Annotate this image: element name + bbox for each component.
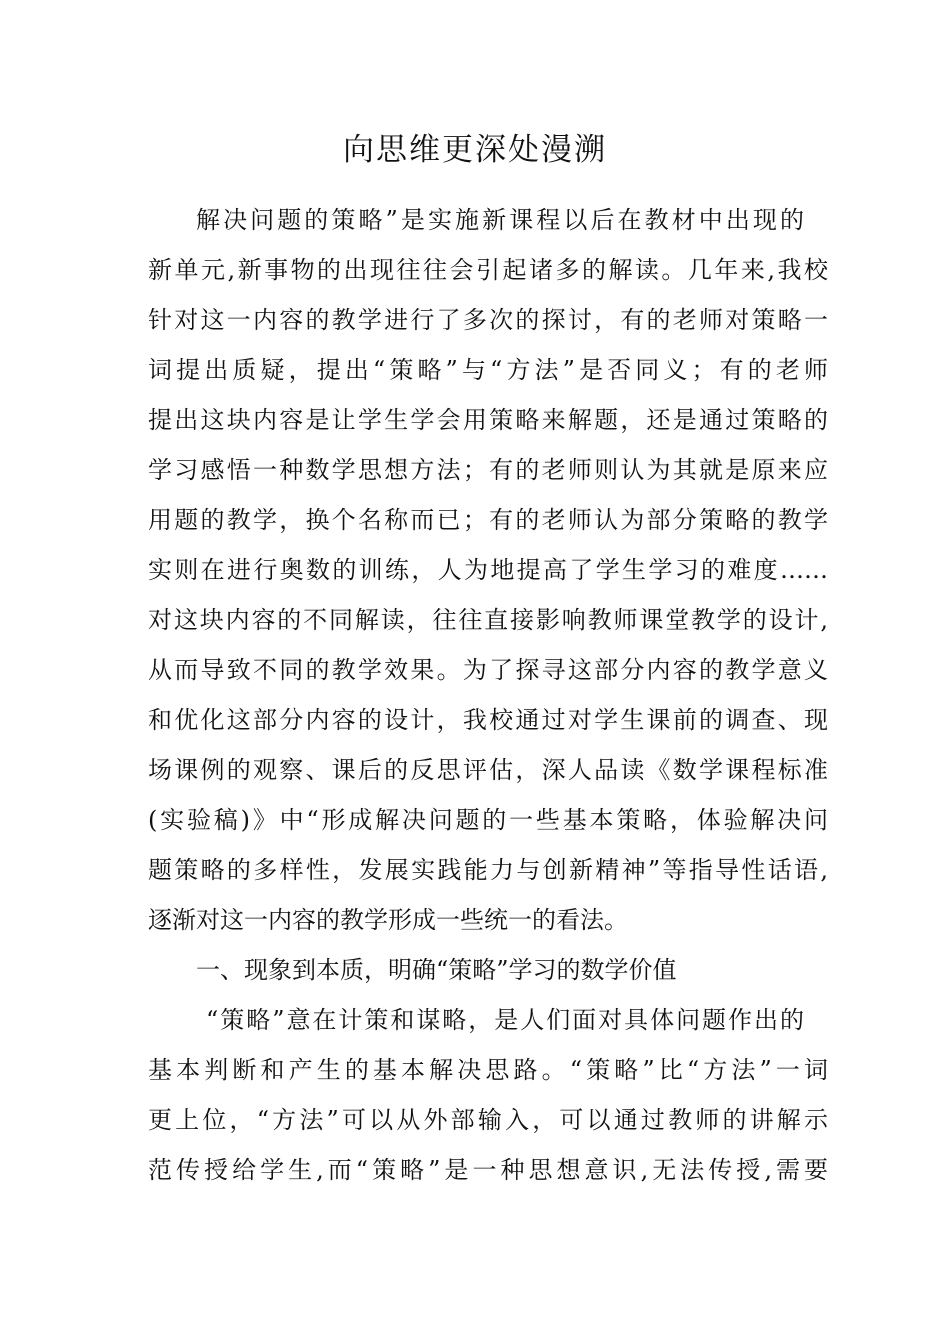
paragraph-line: “策略”意在计策和谋略，是人们面对具体问题作出的 [206,1006,804,1034]
paragraph-line: 范传授给学生,而“策略”是一种思想意识,无法传授,需要 [148,1156,828,1184]
paragraph-line: 用题的教学，换个名称而已；有的老师认为部分策略的教学 [148,506,828,534]
section-heading: 一、现象到本质，明确“策略”学习的数学价值 [196,956,677,984]
paragraph-line: 逐渐对这一内容的教学形成一些统一的看法。 [148,906,628,934]
paragraph-line: 实则在进行奥数的训练，人为地提高了学生学习的难度…… [148,556,828,584]
paragraph-line: 提出这块内容是让学生学会用策略来解题，还是通过策略的 [148,406,828,434]
paragraph-line: 解决问题的策略”是实施新课程以后在教材中出现的 [196,206,804,234]
paragraph-line: 针对这一内容的教学进行了多次的探讨，有的老师对策略一 [148,306,828,334]
paragraph-line: 词提出质疑，提出“策略”与“方法”是否同义；有的老师 [148,356,828,384]
paragraph-line: 场课例的观察、课后的反思评估，深人品读《数学课程标准 [148,756,828,784]
paragraph-line: 学习感悟一种数学思想方法；有的老师则认为其就是原来应 [148,456,828,484]
paragraph-line: 更上位，“方法”可以从外部输入，可以通过教师的讲解示 [148,1106,828,1134]
paragraph-line: 基本判断和产生的基本解决思路。“策略”比“方法”一词 [148,1056,828,1084]
paragraph-line: 从而导致不同的教学效果。为了探寻这部分内容的教学意义 [148,656,828,684]
document-title: 向思维更深处漫溯 [343,132,607,168]
paragraph-line: (实验稿)》中“形成解决问题的一些基本策略，体验解决问 [148,806,828,834]
paragraph-line: 对这块内容的不同解读，往往直接影响教师课堂教学的设计, [148,606,828,634]
paragraph-line: 新单元,新事物的出现往往会引起诸多的解读。几年来,我校 [148,256,828,284]
paragraph-line: 题策略的多样性，发展实践能力与创新精神”等指导性话语, [148,856,828,884]
paragraph-line: 和优化这部分内容的设计，我校通过对学生课前的调查、现 [148,706,828,734]
